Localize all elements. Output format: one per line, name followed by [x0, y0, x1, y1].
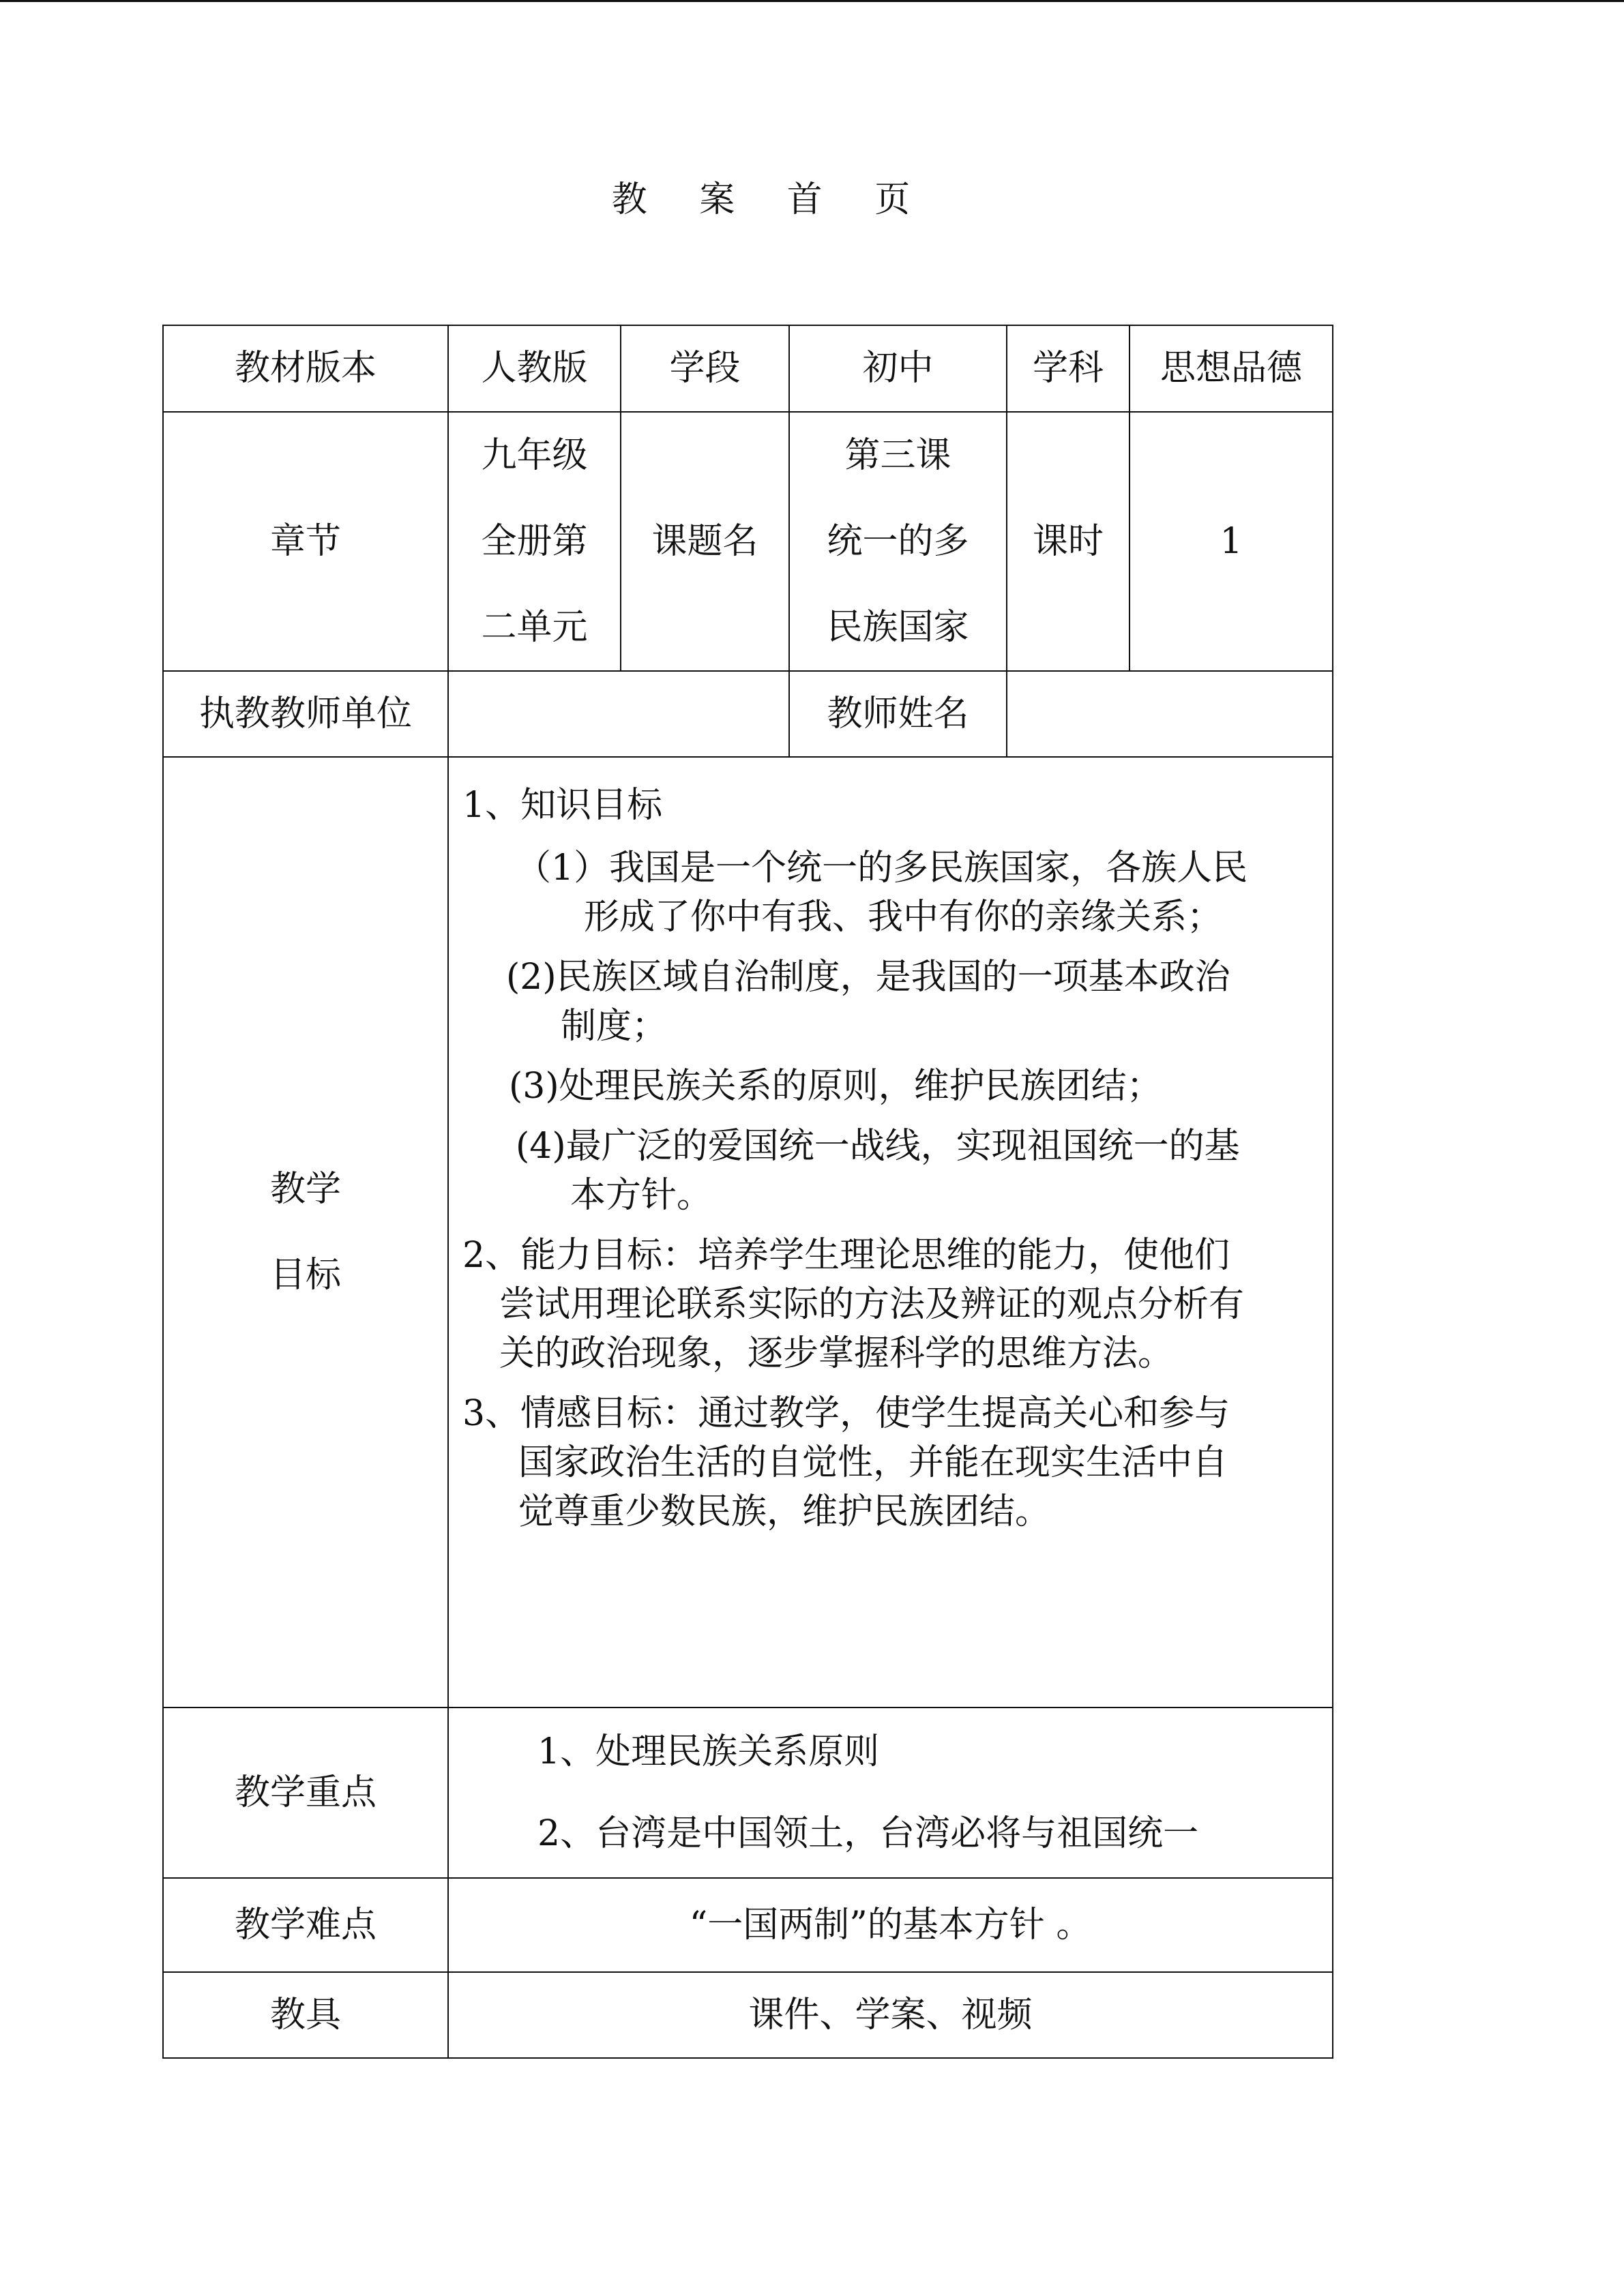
knowledge-item-line: 制度；	[561, 1006, 668, 1047]
objectives-label	[163, 757, 448, 1708]
period-label: 课时	[1007, 412, 1130, 671]
ability-line: 关的政治现象，逐步掌握科学的思维方法。	[499, 1333, 1174, 1374]
subject-value: 思想品德	[1130, 325, 1333, 412]
top-border-line	[0, 0, 1624, 2]
header-row	[163, 325, 1333, 412]
knowledge-item-line: （1）我国是一个统一的多民族国家，各族人民	[516, 848, 1248, 889]
key-points-label: 教学重点	[163, 1708, 448, 1878]
knowledge-item-line: (4)最广泛的爱国统一战线，实现祖国统一的基	[516, 1126, 1240, 1167]
knowledge-item-3	[462, 1062, 1305, 1111]
chapter-value	[448, 412, 621, 671]
topic-label: 课题名	[621, 412, 789, 671]
lesson-plan-table	[162, 325, 1333, 2059]
chapter-line: 全册第	[481, 521, 588, 562]
objectives-content	[448, 757, 1333, 1708]
emotion-line: 国家政治生活的自觉性，并能在现实生活中自	[518, 1442, 1228, 1483]
teacher-row	[163, 671, 1333, 757]
topic-line: 统一的多	[827, 521, 969, 562]
chapter-row	[163, 412, 1333, 671]
objectives-label-line: 目标	[269, 1255, 341, 1296]
stage-value: 初中	[789, 325, 1007, 412]
knowledge-item-line: 本方针。	[570, 1175, 713, 1216]
objectives-label-line: 教学	[269, 1169, 341, 1210]
teacher-unit-label: 执教教师单位	[163, 671, 448, 757]
teacher-unit-value	[448, 671, 789, 757]
ability-line: 尝试用理论联系实际的方法及辨证的观点分析有	[499, 1284, 1245, 1325]
ability-objective	[462, 1231, 1305, 1378]
difficulty-label: 教学难点	[163, 1878, 448, 1972]
topic-value	[789, 412, 1007, 671]
key-point-item: 1、处理民族关系原则	[537, 1731, 880, 1772]
ability-line: 2、能力目标：培养学生理论思维的能力，使他们	[462, 1235, 1230, 1276]
knowledge-item-line: 形成了你中有我、我中有你的亲缘关系；	[584, 897, 1223, 938]
textbook-label: 教材版本	[163, 325, 448, 412]
knowledge-item-line: (3)处理民族关系的原则，维护民族团结；	[509, 1066, 1162, 1107]
textbook-value: 人教版	[448, 325, 621, 412]
teacher-name-label: 教师姓名	[789, 671, 1007, 757]
chapter-line: 九年级	[481, 435, 588, 476]
emotion-objective	[462, 1389, 1305, 1536]
stage-label: 学段	[621, 325, 789, 412]
objectives-row	[163, 757, 1333, 1708]
difficulty-row	[163, 1878, 1333, 1972]
tools-label: 教具	[163, 1972, 448, 2058]
subject-label: 学科	[1007, 325, 1130, 412]
key-points-row	[163, 1708, 1333, 1878]
emotion-line: 3、情感目标：通过教学，使学生提高关心和参与	[462, 1393, 1230, 1434]
knowledge-item-4	[462, 1122, 1305, 1220]
chapter-label: 章节	[163, 412, 448, 671]
key-point-item: 2、台湾是中国领土，台湾必将与祖国统一	[537, 1813, 1199, 1854]
difficulty-value: “一国两制”的基本方针 。	[448, 1878, 1333, 1972]
knowledge-heading: 1、知识目标	[462, 785, 663, 826]
tools-value: 课件、学案、视频	[448, 1972, 1333, 2058]
chapter-line: 二单元	[481, 607, 588, 648]
knowledge-item-line: (2)民族区域自治制度，是我国的一项基本政治	[506, 957, 1230, 998]
topic-line: 第三课	[844, 435, 951, 476]
key-points-content	[448, 1708, 1333, 1878]
period-value: 1	[1130, 412, 1333, 671]
topic-line: 民族国家	[827, 607, 969, 648]
teacher-name-value	[1007, 671, 1333, 757]
knowledge-item-1	[462, 844, 1305, 942]
emotion-line: 觉尊重少数民族，维护民族团结。	[518, 1491, 1051, 1532]
knowledge-item-2	[462, 953, 1305, 1051]
tools-row	[163, 1972, 1333, 2058]
page-title: 教 案 首 页	[611, 179, 931, 220]
